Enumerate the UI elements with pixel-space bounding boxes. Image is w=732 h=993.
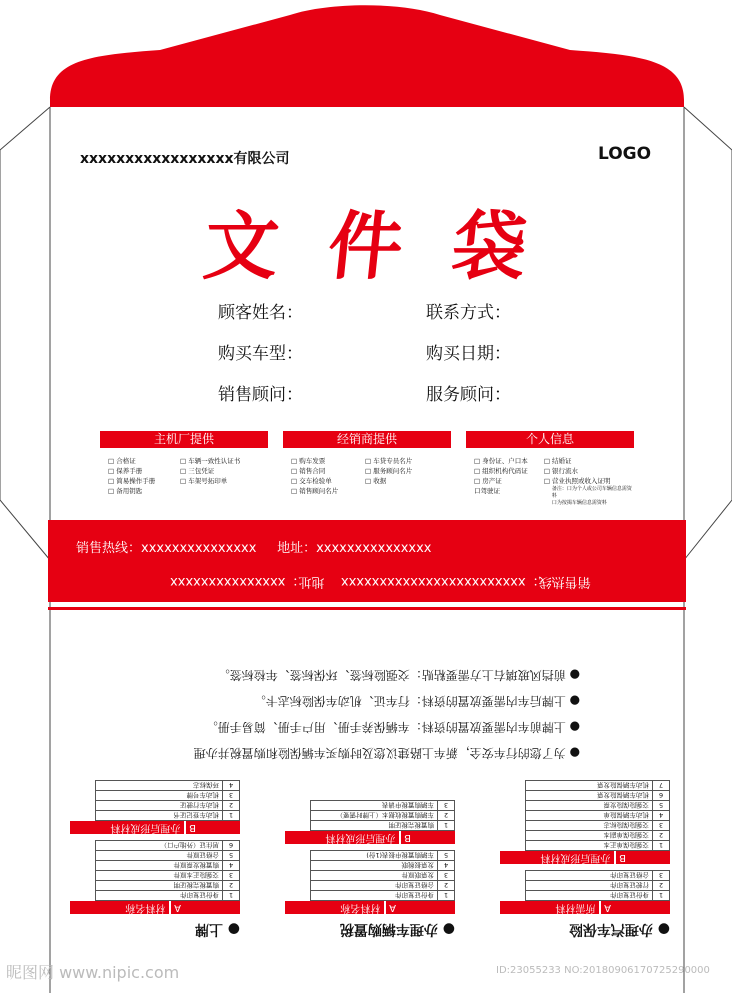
address-text: 地址：xxxxxxxxxxxxxxx bbox=[277, 541, 432, 556]
section-title: 个人信息 bbox=[466, 431, 634, 448]
result-table bbox=[95, 780, 240, 821]
list-item: □ 车架号拓印单 bbox=[180, 476, 240, 486]
group-registration bbox=[70, 780, 240, 940]
list-item: □ 房产证 bbox=[474, 476, 544, 486]
section-manufacturer bbox=[100, 431, 268, 496]
table-row: 1 身份证复印件 bbox=[96, 891, 240, 901]
group-heading-text: 办理汽车保险 bbox=[568, 921, 653, 937]
band-contact-flipped bbox=[170, 574, 591, 593]
table-row: 1 身份证复印件 bbox=[311, 891, 455, 901]
list-item: □ 三包凭证 bbox=[180, 466, 240, 476]
section-note: 备注：口为个人或公司车辆信息需资料 口为按揭车辆信息需资料 bbox=[551, 486, 632, 506]
table-header-text: 办理后形成材料 bbox=[325, 832, 396, 843]
table-row: 2 购置税完税证明 bbox=[96, 881, 240, 891]
watermark-site: 昵图网 www.nipic.com bbox=[6, 963, 180, 982]
section-dealer bbox=[283, 431, 451, 496]
table-row: 2 车辆购置税收据本（上牌时需要） bbox=[311, 811, 455, 821]
list-item: □ 服务顾问名片 bbox=[365, 466, 412, 476]
table-header: B 办理后形成材料 bbox=[500, 851, 670, 864]
table-row: 2 合格证复印件 bbox=[311, 881, 455, 891]
table-row: 2 机动车行驶证 bbox=[96, 801, 240, 811]
list-item: □ 购车发票 bbox=[291, 456, 365, 466]
company-name: xxxxxxxxxxxxxxxxx有限公司 bbox=[80, 151, 290, 167]
table-row: 5 车辆购置税申报表(1份) bbox=[311, 851, 455, 861]
table-row: 1 机动车登记证书 bbox=[96, 811, 240, 821]
table-row: 2 行驶证复印件 bbox=[526, 881, 670, 891]
table-row: 1 购置税完税证明 bbox=[311, 821, 455, 831]
list-item: □ 保养手册 bbox=[108, 466, 180, 476]
table-row: 3 交强险保险标志 bbox=[526, 821, 670, 831]
list-item: □ 收据 bbox=[365, 476, 412, 486]
table-header: A 所需材料 bbox=[500, 901, 670, 914]
list-item: □ 简易操作手册 bbox=[108, 476, 180, 486]
watermark-id: ID:23055233 NO:20180906170725290000 bbox=[496, 965, 710, 976]
purchase-date-label: 购买日期： bbox=[426, 344, 511, 364]
section-title: 主机厂提供 bbox=[100, 431, 268, 448]
table-header: B 办理后形成材料 bbox=[285, 831, 455, 844]
table-header-text: 材料名称 bbox=[125, 902, 166, 913]
table-row: 3 合格证复印件 bbox=[526, 871, 670, 881]
instruction-item: ● 前挡风玻璃右上方需要粘贴：交强险标签、环保标签、年检标签。 bbox=[60, 662, 580, 688]
list-item: □ 身份证、户口本 bbox=[474, 456, 544, 466]
table-row: 1 交强险保单正本 bbox=[526, 841, 670, 851]
table-row: 4 环保标志 bbox=[96, 781, 240, 791]
instruction-item: ● 上牌前车内需要放置的资料：车辆保养手册、用户手册、简易手册。 bbox=[60, 714, 580, 740]
table-header-text: 材料名称 bbox=[340, 902, 381, 913]
table-row: 7 机动车辆保险发票 bbox=[526, 781, 670, 791]
car-model-label: 购买车型： bbox=[218, 344, 303, 364]
list-item: □ 组织机构代码证 bbox=[474, 466, 544, 476]
table-row: 5 交强险保险发票 bbox=[526, 801, 670, 811]
table-header-text: 办理后形成材料 bbox=[540, 852, 611, 863]
list-item: □ 车贷专员名片 bbox=[365, 456, 412, 466]
page-title: 文件袋 bbox=[199, 204, 581, 290]
table-header: A 材料名称 bbox=[70, 901, 240, 914]
table-row: 1 身份证复印件 bbox=[526, 891, 670, 901]
list-item: □ 备用钥匙 bbox=[108, 486, 180, 496]
list-item: □ 销售合同 bbox=[291, 466, 365, 476]
customer-name-label: 顾客姓名： bbox=[218, 303, 303, 323]
service-advisor-label: 服务顾问： bbox=[426, 385, 511, 405]
table-row: 6 居住证（外地户口） bbox=[96, 841, 240, 851]
list-item: □ 销售顾问名片 bbox=[291, 486, 365, 496]
table-row: 3 交强险正本原件 bbox=[96, 871, 240, 881]
group-heading: ● 办理汽车保险 bbox=[568, 921, 670, 937]
instruction-item: ● 为了您的行车安全，新车上路建议您及时购买车辆保险和购置税并办理 bbox=[60, 740, 580, 766]
hotline-text-flipped: 销售热线：xxxxxxxxxxxxxxxxxxxxxxxx bbox=[340, 574, 591, 589]
group-heading: ● 办理车辆购置税 bbox=[339, 921, 455, 937]
instruction-item: ● 上牌后车内需要放置的资料：行车证、机动车保险标志卡。 bbox=[60, 688, 580, 714]
hotline-text: 销售热线：xxxxxxxxxxxxxxx bbox=[76, 541, 257, 556]
materials-table bbox=[525, 870, 670, 901]
list-item: □ 交车检验单 bbox=[291, 476, 365, 486]
table-row: 6 机动车辆保险发票 bbox=[526, 791, 670, 801]
instructions-block bbox=[60, 630, 680, 940]
table-header: B 办理后形成材料 bbox=[70, 821, 240, 834]
section-personal bbox=[466, 431, 634, 507]
group-heading-text: 办理车辆购置税 bbox=[339, 921, 438, 937]
table-header-text: 办理后形成材料 bbox=[110, 822, 181, 833]
table-row: 4 机动车辆保险单 bbox=[526, 811, 670, 821]
table-row: 4 购置税发票原件 bbox=[96, 861, 240, 871]
table-row: 2 交强险保单副本 bbox=[526, 831, 670, 841]
divider bbox=[48, 607, 686, 610]
result-table bbox=[525, 780, 670, 851]
address-text-flipped: 地址：xxxxxxxxxxxxxxx bbox=[170, 574, 325, 589]
table-row: 5 合格证原件 bbox=[96, 851, 240, 861]
list-item: □ 合格证 bbox=[108, 456, 180, 466]
group-purchase-tax bbox=[285, 780, 455, 940]
list-item: □ 银行流水 bbox=[544, 466, 634, 476]
table-row: 3 车辆购置税申请表 bbox=[311, 801, 455, 811]
list-item: □ 结婚证 bbox=[544, 456, 634, 466]
contact-label: 联系方式： bbox=[426, 303, 511, 323]
table-row: 4 发票报税联 bbox=[311, 861, 455, 871]
logo: LOGO bbox=[598, 144, 652, 164]
band-contact bbox=[76, 537, 431, 556]
list-item: □ 营业执照或收入证明 bbox=[544, 476, 634, 486]
table-header-text: 所需材料 bbox=[555, 902, 596, 913]
materials-table bbox=[310, 850, 455, 901]
section-title: 经销商提供 bbox=[283, 431, 451, 448]
table-header: A 材料名称 bbox=[285, 901, 455, 914]
group-insurance bbox=[500, 780, 670, 940]
list-item: □ 车辆一致性认证书 bbox=[180, 456, 240, 466]
group-heading: ● 上牌 bbox=[194, 921, 240, 937]
group-heading-text: 上牌 bbox=[194, 921, 223, 937]
table-row: 3 机动车号牌 bbox=[96, 791, 240, 801]
table-row: 3 发票联原件 bbox=[311, 871, 455, 881]
sales-advisor-label: 销售顾问： bbox=[218, 385, 303, 405]
result-table bbox=[310, 800, 455, 831]
materials-table bbox=[95, 840, 240, 901]
list-item: 口驾驶证 bbox=[474, 487, 500, 495]
